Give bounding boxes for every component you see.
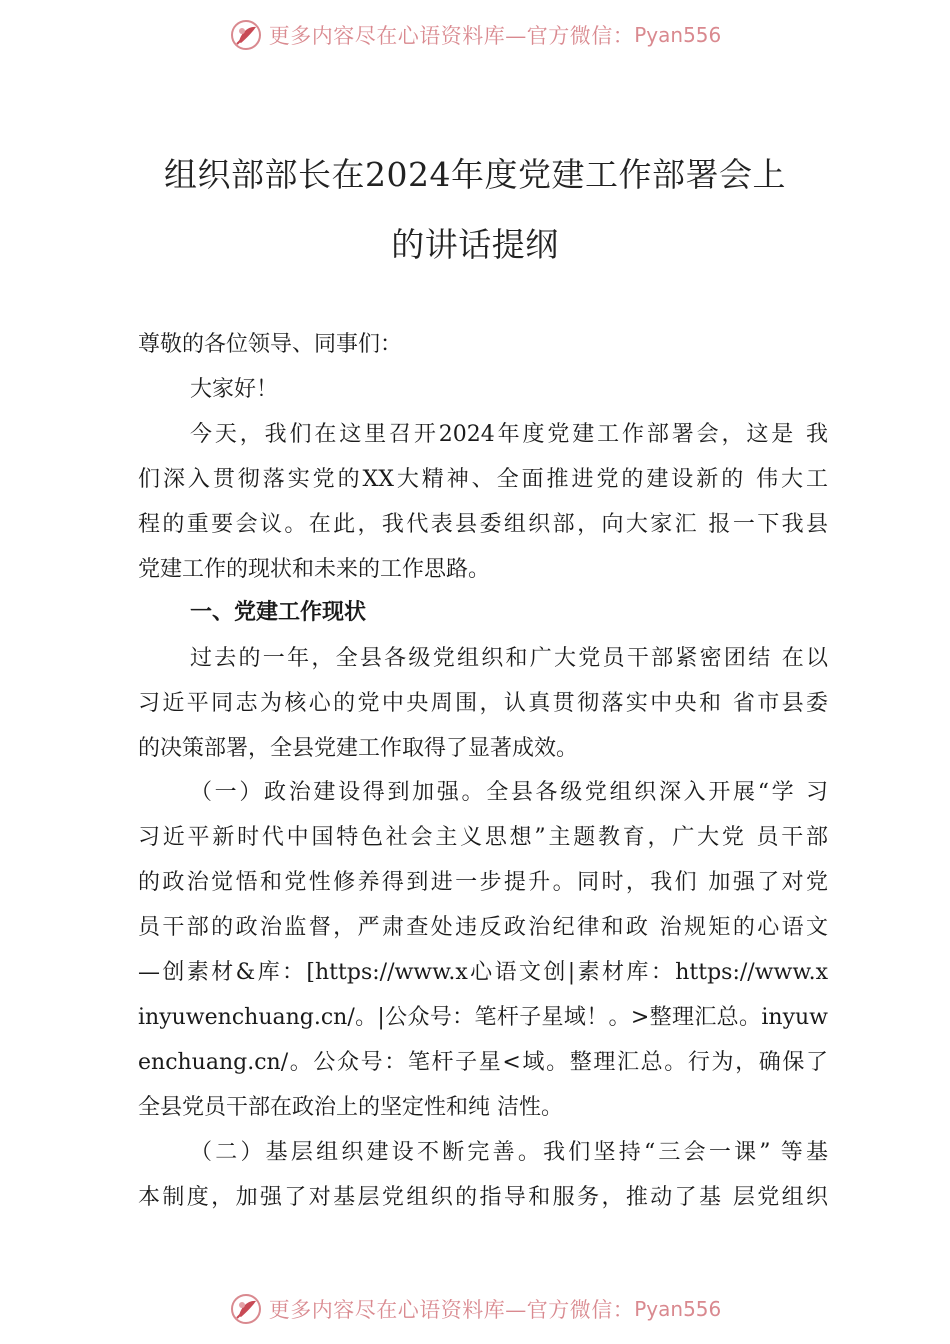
watermark-text: 更多内容尽在心语资料库—官方微信： <box>268 1298 635 1322</box>
paragraph-line: （一）政治建设得到加强。全县各级党组织深入开展“学 习 <box>190 780 828 805</box>
paragraph-line: 程的重要会议。在此，我代表县委组织部，向大家汇 报一下我县 <box>138 512 828 537</box>
paragraph-line: 习近平同志为核心的党中央周围，认真贯彻落实中央和 省市县委 <box>138 691 828 716</box>
paragraph-line: （二）基层组织建设不断完善。我们坚持“三会一课” 等基 <box>190 1140 828 1165</box>
paragraph-line: 员干部的政治监督，严肃查处违反政治纪律和政 治规矩的心语文 <box>138 915 828 940</box>
paragraph-line: 的决策部署，全县党建工作取得了显著成效。 <box>138 736 579 761</box>
paragraph-line: 过去的一年，全县各级党组织和广大党员干部紧密团结 在以 <box>190 646 828 671</box>
paragraph-line: 本制度，加强了对基层党组织的指导和服务，推动了基 层党组织 <box>138 1185 828 1210</box>
flower-logo-icon <box>229 1292 263 1326</box>
watermark-wechat-id: Pyan556 <box>634 23 722 47</box>
paragraph-line: inyuwenchuang.cn/。|公众号：笔杆子星域！。>整理汇总。inyuw <box>138 1005 828 1030</box>
paragraph-line: 的政治觉悟和党性修养得到进一步提升。同时，我们 加强了对党 <box>138 870 828 895</box>
watermark-wechat-id: Pyan556 <box>634 1297 722 1321</box>
paragraph-line: 习近平新时代中国特色社会主义思想”主题教育，广大党 员干部 <box>138 825 828 850</box>
greeting: 大家好！ <box>190 377 279 402</box>
paragraph-line: 党建工作的现状和未来的工作思路。 <box>138 557 491 582</box>
paragraph-line: enchuang.cn/。公众号：笔杆子星<域。整理汇总。行为，确保了 <box>138 1050 828 1075</box>
paragraph-line: 全县党员干部在政治上的坚定性和纯 洁性。 <box>138 1095 563 1120</box>
salutation: 尊敬的各位领导、同事们： <box>138 332 403 357</box>
watermark-header <box>0 15 950 55</box>
paragraph-line: —创素材&库：[https://www.x心语文创|素材库：https://www.x <box>138 960 828 985</box>
section-heading: 一、党建工作现状 <box>190 600 367 625</box>
watermark-footer <box>0 1289 950 1329</box>
watermark-text: 更多内容尽在心语资料库—官方微信： <box>268 24 635 48</box>
paragraph-line: 今天，我们在这里召开2024年度党建工作部署会，这是 我 <box>190 422 828 447</box>
flower-logo-icon <box>229 18 263 52</box>
paragraph-line: 们深入贯彻落实党的XX大精神、全面推进党的建设新的 伟大工 <box>138 467 828 492</box>
document-title-line-2: 的讲话提纲 <box>391 225 559 264</box>
document-title-line-1: 组织部部长在2024年度党建工作部署会上 <box>164 155 786 194</box>
